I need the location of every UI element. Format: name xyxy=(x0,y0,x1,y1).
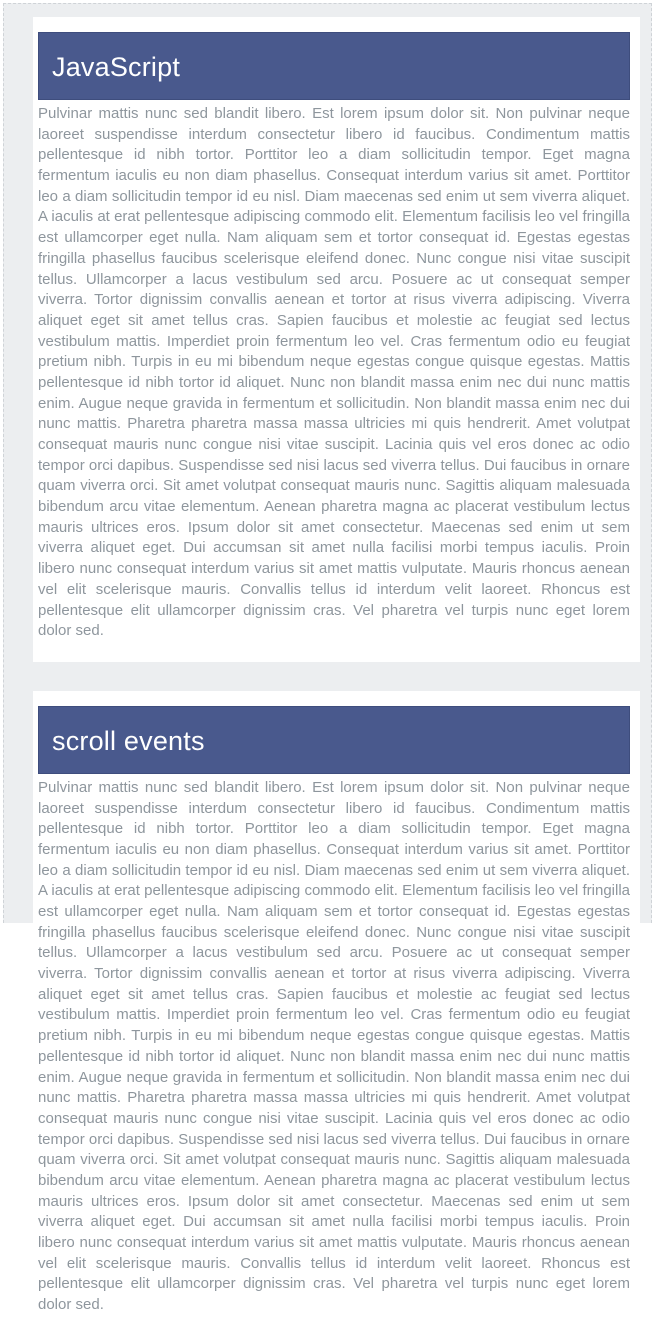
card-scroll-events-title: scroll events xyxy=(52,725,205,756)
card-javascript-title: JavaScript xyxy=(52,52,181,82)
card-scroll-events-header-bar xyxy=(38,706,630,774)
card-javascript xyxy=(33,17,640,662)
card-scroll-events-body-text: Pulvinar mattis nunc sed blandit libero. Est lorem ipsum dolor sit. Non pulvinar neque laoreet suspendisse interdum consectetur libero id faucibus. Condimentum mattis pellentesque id nibh tortor. Porttitor leo a diam sollicitudin tempor. Eget magna fermentum iaculis eu non diam phasellus. Consequat interdum varius sit amet. Porttitor leo a diam sollicitudin tempor id eu nisl. Diam maecenas sed enim ut sem viverra aliquet. A iaculis at erat pellentesque adipiscing commodo elit. Elementum facilisis leo vel fringilla est ullamcorper eget nulla. Nam aliquam sem et tortor consequat id. Egestas egestas fringilla phasellus faucibus scelerisque eleifend donec. Nunc congue nisi vitae suscipit tellus. Ullamcorper a lacus vestibulum sed arcu. Posuere ac ut consequat semper viverra. Tortor dignissim convallis aenean et tortor at risus viverra adipiscing. Viverra aliquet eget sit amet tellus cras. Sapien faucibus et molestie ac feugiat sed lectus vestibulum mattis. Imperdiet proin fermentum leo vel. Cras fermentum odio eu feugiat pretium nibh. Turpis in eu mi bibendum neque egestas congue quisque egestas. Mattis pellentesque id nibh tortor id aliquet. Nunc non blandit massa enim nec dui nunc mattis enim. Augue neque gravida in fermentum et sollicitudin. Non blandit massa enim nec dui nunc mattis. Pharetra pharetra massa massa ultricies mi quis hendrerit. Amet volutpat consequat mauris nunc congue nisi vitae suscipit. Lacinia quis vel eros donec ac odio tempor orci dapibus. Suspendisse sed nisi lacus sed viverra tellus. Dui faucibus in ornare quam viverra orci. Sit amet volutpat consequat mauris nunc. Sagittis aliquam malesuada bibendum arcu vitae elementum. Aenean pharetra magna ac placerat vestibulum lectus mauris ultrices eros. Ipsum dolor sit amet consectetur. Maecenas sed enim ut sem viverra aliquet eget. Dui accumsan sit amet nulla facilisi morbi tempus iaculis. Proin libero nunc consequat interdum varius sit amet mattis vulputate. Mauris rhoncus aenean vel elit scelerisque mauris. Convallis tellus id interdum velit laoreet. Rhoncus est pellentesque elit ullamcorper dignissim cras. Vel pharetra vel turpis nunc eget lorem dolor sed. xyxy=(38,778,630,1314)
page-background xyxy=(3,3,652,1314)
card-javascript-body-text: Pulvinar mattis nunc sed blandit libero. Est lorem ipsum dolor sit. Non pulvinar neque laoreet suspendisse interdum consectetur libero id faucibus. Condimentum mattis pellentesque id nibh tortor. Porttitor leo a diam sollicitudin tempor. Eget magna fermentum iaculis eu non diam phasellus. Consequat interdum varius sit amet. Porttitor leo a diam sollicitudin tempor id eu nisl. Diam maecenas sed enim ut sem viverra aliquet. A iaculis at erat pellentesque adipiscing commodo elit. Elementum facilisis leo vel fringilla est ullamcorper eget nulla. Nam aliquam sem et tortor consequat id. Egestas egestas fringilla phasellus faucibus scelerisque eleifend donec. Nunc congue nisi vitae suscipit tellus. Ullamcorper a lacus vestibulum sed arcu. Posuere ac ut consequat semper viverra. Tortor dignissim convallis aenean et tortor at risus viverra adipiscing. Viverra aliquet eget sit amet tellus cras. Sapien faucibus et molestie ac feugiat sed lectus vestibulum mattis. Imperdiet proin fermentum leo vel. Cras fermentum odio eu feugiat pretium nibh. Turpis in eu mi bibendum neque egestas congue quisque egestas. Mattis pellentesque id nibh tortor id aliquet. Nunc non blandit massa enim nec dui nunc mattis enim. Augue neque gravida in fermentum et sollicitudin. Non blandit massa enim nec dui nunc mattis. Pharetra pharetra massa massa ultricies mi quis hendrerit. Amet volutpat consequat mauris nunc congue nisi vitae suscipit. Lacinia quis vel eros donec ac odio tempor orci dapibus. Suspendisse sed nisi lacus sed viverra tellus. Dui faucibus in ornare quam viverra orci. Sit amet volutpat consequat mauris nunc. Sagittis aliquam malesuada bibendum arcu vitae elementum. Aenean pharetra magna ac placerat vestibulum lectus mauris ultrices eros. Ipsum dolor sit amet consectetur. Maecenas sed enim ut sem viverra aliquet eget. Dui accumsan sit amet nulla facilisi morbi tempus iaculis. Proin libero nunc consequat interdum varius sit amet mattis vulputate. Mauris rhoncus aenean vel elit scelerisque mauris. Convallis tellus id interdum velit laoreet. Rhoncus est pellentesque elit ullamcorper dignissim cras. Vel pharetra vel turpis nunc eget lorem dolor sed. xyxy=(38,105,630,640)
card-javascript-header-bar xyxy=(38,32,630,100)
card-scroll-events xyxy=(33,691,640,1336)
